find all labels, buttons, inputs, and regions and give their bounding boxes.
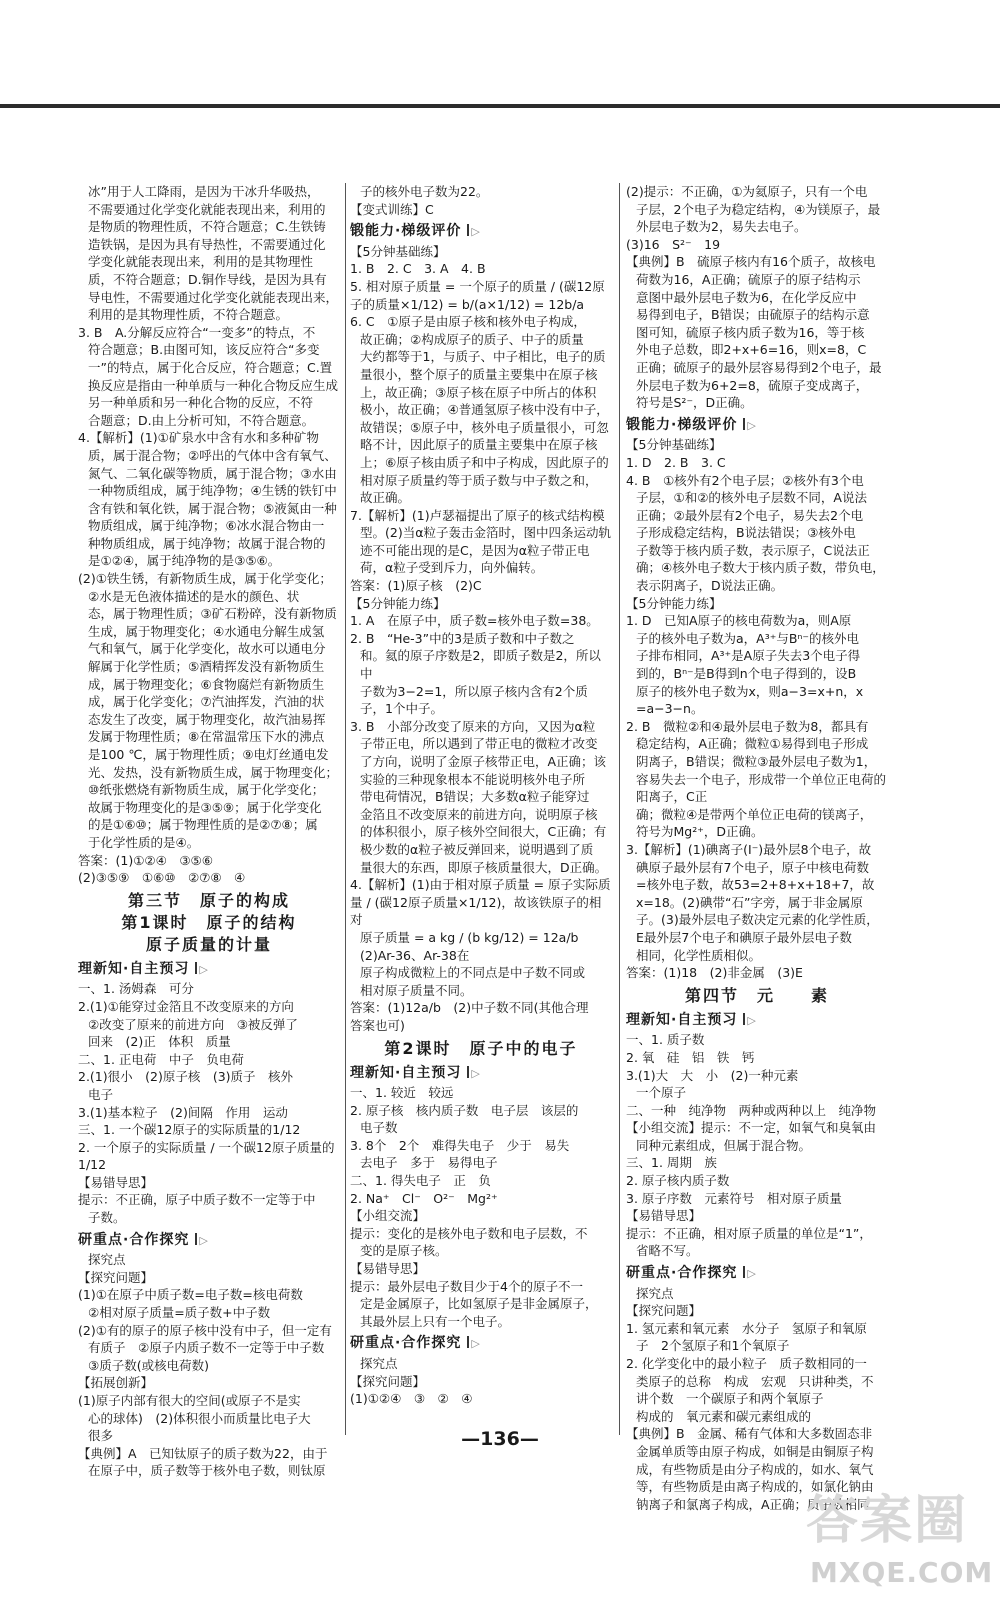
text-line: 【5分钟能力练】 [350,595,446,611]
text-line: 符号是S²⁻，D正确。 [636,395,753,411]
text-line: ③质子数(或核电荷数) [88,1357,209,1373]
text-line: 正确；硫原子的最外层容易得到2个电子，最 [636,359,882,375]
text-line: 6. C ①原子是由原子核和核外电子构成， [350,314,586,330]
section-header: 研重点·合作探究 ▷ [626,1265,757,1282]
text-line: (1)①在原子中质子数=电子数=核电荷数 [78,1287,303,1303]
text-line: 态，属于物理性质；③矿石粉碎，没有新物质 [88,606,337,622]
text-line: 去电子 多于 易得电子 [360,1155,498,1171]
text-line: 【变式训练】C [350,201,434,217]
text-line: 换反应是指由一种单质与一种化合物反应生成 [88,377,339,393]
text-line: 带电荷情况，B错误；大多数α粒子能穿过 [360,789,590,805]
text-line: 表示阴离子，D说法正确。 [636,578,784,594]
text-line: 合题意；D.由上分析可知，不符合题意。 [88,412,315,428]
text-line: 量很小，整个原子的质量主要集中在原子核 [360,366,598,382]
text-line: 答案：(1)原子核 (2)C [350,578,482,594]
text-line: 成，有些物质是由分子构成的，如水、氧气 [636,1461,874,1477]
text-line: 其最外层上只有一个电子。 [360,1313,511,1329]
text-line: x=18。(2)碘带“石”字旁，属于非金属原 [636,894,863,910]
text-line: ②改变了原来的前进方向 ③被反弹了 [88,1016,298,1032]
text-line: 金箔且不改变原来的前进方向，说明原子核 [360,806,598,822]
text-line: 图可知，硫原子核内质子数为16，等于核 [636,324,865,340]
text-line: 外层电子数为6+2=8，硫原子变成离子， [636,377,869,393]
text-line: 子数。 [88,1210,126,1226]
text-line: 子形成稳定结构，B说法错误；③核外电 [636,525,856,541]
column-right [626,183,888,1512]
text-line: 发属于物理性质；⑧在常温常压下水的沸点 [88,729,325,745]
text-line: 答案：(1)18 (2)非金属 (3)E [626,965,803,981]
text-line: 故正确。 [360,490,411,506]
text-line: 气和氧气，属于化学变化，故水可以通电分 [88,641,326,657]
text-line: 造铁锅，是因为具有导热性，不需要通过化 [88,236,326,252]
text-line: 2. 原子核内质子数 [626,1173,730,1189]
text-line: 故正确；②构成原子的质子、中子的质量 [360,331,584,347]
arrow-icon: ▷ [747,1267,757,1281]
text-line: 2. Na⁺ Cl⁻ O²⁻ Mg²⁺ [350,1190,498,1206]
text-line: 二、一种 纯净物 两种或两种以上 纯净物 [626,1102,877,1118]
watermark-logo [806,1478,994,1590]
text-line: 2.(1)①能穿过金箔且不改变原来的方向 [78,998,294,1014]
text-line: 利用的是其物理性质，不符合题意。 [88,307,289,323]
text-line: 1. B 2. C 3. A 4. B [350,261,486,277]
watermark-site: MXQE.COM [810,1556,994,1589]
divider-bar-icon [743,1013,745,1025]
top-rule [0,104,1000,108]
text-line: 极少数的α粒子被反弹回来，说明遇到了质 [360,841,594,857]
text-line: 定是金属原子，比如氢原子是非金属原子， [360,1296,598,1312]
text-line: 金属单质等由原子构成，如铜是由铜原子构 [636,1443,874,1459]
text-line: 不需要通过化学变化就能表现出来，利用的 [88,201,326,217]
text-line: 探究点 [360,1356,398,1371]
text-line: 等，有些物质是由离子构成的，如氯化钠由 [636,1479,874,1495]
text-line: 提示：最外层电子数目少于4个的原子不一 [350,1278,583,1294]
text-line: 确；微粒④是带两个单位正电荷的镁离子， [636,806,873,822]
text-line: 子。(3)最外层电子数决定元素的化学性质， [636,912,879,928]
divider-bar-icon [467,1066,469,1078]
text-line: 确；④核外电子数大于核内质子数，带负电， [636,560,885,576]
text-line: 3.【解析】(1)碘离子(I⁻)最外层8个电子，故 [626,841,872,857]
text-line: 的体积很小，原子核外空间很大，C正确；有 [360,824,607,840]
text-line: ⑩纸张燃烧有新物质生成，属于化学变化； [88,782,325,798]
text-line: 二、1. 正电荷 中子 负电荷 [78,1051,244,1067]
text-line: 到的，Bⁿ⁻是B得到n个电子得到的，设B [636,666,857,682]
text-line: 2. 一个原子的实际质量 / 一个碳12原子质量的1/12 [78,1139,335,1173]
text-line: 【典例】A 已知钛原子的质子数为22，由于 [78,1445,328,1461]
divider-bar-icon [467,1336,469,1348]
text-line: 解属于化学性质；⑤酒精挥发没有新物质生 [88,659,325,675]
text-line: (2)①铁生锈，有新物质生成，属于化学变化； [78,571,332,587]
text-line: 子带正电，所以遇到了带正电的微粒才改变 [360,736,598,752]
text-line: 一种物质组成，属于纯净物；④生锈的铁钉中 [88,483,337,499]
text-line: 故错误；⑤原子中，核外电子质量很小，可忽 [360,419,609,435]
divider-bar-icon [467,224,469,236]
section-title: 第三节 原子的构成 第1课时 原子的结构 原子质量的计量 [121,890,297,954]
section-header: 锻能力·梯级评价 ▷ [350,223,481,240]
watermark-mark: 答案圈 [806,1490,969,1551]
arrow-icon: ▷ [471,1066,481,1080]
text-line: =核外电子数，故53=2+8+x+18+7，故 [636,877,875,893]
text-line: 大约都等于1，与质子、中子相比，电子的质 [360,349,606,365]
text-line: 类原子的总称 构成 宏观 只讲种类，不 [636,1373,874,1389]
text-line: 迹不可能出现的是C，是因为α粒子带正电 [360,542,590,558]
text-line: 3. B A.分解反应符合“一变多”的特点，不 [78,324,316,340]
text-line: 4.【解析】(1)①矿泉水中含有水和多种矿物 [78,430,319,446]
text-line: 4. B ①核外有2个电子层；②核外有3个电 [626,472,864,488]
text-line: 答案：(1)12a/b (2)中子数不同(其他合理 [350,1000,589,1016]
text-line: 种物质组成，属于纯净物；故属于混合物的 [88,535,326,551]
text-line: 相同，化学性质相似。 [636,947,762,963]
text-line: 7.【解析】(1)卢瑟福提出了原子的核式结构模 [350,507,605,523]
section-header: 理新知·自主预习 ▷ [78,960,209,977]
section-title: 第四节 元 素 [684,985,829,1005]
text-line: 荷，α粒子受到斥力，向外偏转。 [360,560,544,576]
text-line: 的是①⑥⑩；属于物理性质的是②⑦⑧；属 [88,817,318,833]
text-line: 意图中最外层电子数为6，在化学反应中 [636,289,857,305]
section-title: 第2课时 原子中的电子 [384,1038,578,1058]
text-line: 略不计，因此原子的质量主要集中在原子核 [360,437,598,453]
text-line: 3. B 小部分改变了原来的方向，又因为α粒 [350,718,596,734]
text-line: 2.(1)很小 (2)原子核 (3)质子 核外 [78,1069,294,1085]
text-line: 上；⑥原子核由质子和中子构成，因此原子的 [360,454,609,470]
text-line: 【5分钟能力练】 [626,595,722,611]
text-line: 成，属于物理变化；⑥食物腐烂有新物质生 [88,676,325,692]
text-line: 【易错导思】 [350,1261,426,1277]
text-line: 子层，①和②的核外电子层数不同，A说法 [636,490,867,506]
text-line: 省略不写。 [636,1243,699,1259]
text-line: 荷数为16，A正确；硫原子的原子结构示 [636,271,861,287]
text-line: 氮气、二氧化碳等物质，属于混合物；③水由 [88,465,337,481]
text-line: 心的球体) (2)体积很小而质量比电子大 [88,1410,311,1426]
section-header: 锻能力·梯级评价 ▷ [626,416,757,433]
arrow-icon: ▷ [747,418,757,432]
text-line: 子数等于核内质子数，表示原子，C说法正 [636,542,870,558]
text-line: 一、1. 质子数 [626,1032,705,1048]
text-line: 容易失去一个电子，形成带一个单位正电荷的阳离子，C正 [636,771,887,805]
text-line: 3.(1)基本粒子 (2)间隔 作用 运动 [78,1104,288,1120]
text-line: 一、1. 汤姆森 可分 [78,981,194,997]
text-line: 一个原子 [636,1085,687,1101]
text-line: 质，属于混合物；②呼出的气体中含有氧气、 [88,447,337,463]
text-line: 钠离子和氯离子构成，A正确；质子数相同 [636,1496,870,1512]
answer-block [350,1065,612,1408]
section-header: 理新知·自主预习 ▷ [626,1011,757,1028]
text-line: 成，属于化学变化；⑦汽油挥发，汽油的状 [88,694,325,710]
text-line: 含有铁和氧化铁，属于混合物；⑤液氮由一种 [88,500,337,516]
text-line: 生成，属于物理变化；④水通电分解生成氢 [88,623,325,639]
text-line: 讲个数 一个碳原子和两个氧原子 [636,1391,824,1407]
text-line: 回来 (2)正 体积 质量 [88,1034,231,1050]
text-line: E最外层7个电子和碘原子最外层电子数 [636,929,852,945]
text-line: 另一种单质和另一种化合物的反应，不符 [88,395,314,411]
text-line: 子 2个氢原子和1个氧原子 [636,1338,790,1354]
text-line: 是物质的物理性质，不符合题意；C.生铁铸 [88,219,326,235]
text-line: 物质组成，属于纯净物；⑥冰水混合物由一 [88,518,325,534]
text-line: 【探究问题】 [78,1269,154,1285]
text-line: 三、1. 周期 族 [626,1155,717,1171]
text-line: 【小组交流】 [350,1208,426,1224]
text-line: 三、1. 一个碳12原子的实际质量的1/12 [78,1122,301,1138]
text-line: 一、1. 较近 较远 [350,1085,454,1101]
text-line: 极小，故正确；④普通氢原子核中没有中子， [360,402,609,418]
text-line: ②水是无色液体描述的是水的颜色、状 [88,588,300,604]
text-line: 【易错导思】 [78,1174,154,1190]
text-line: 外电子总数，即2+x+6=16，则x=8，C [636,342,867,358]
column-divider [619,183,620,1435]
text-line: 了方向，说明了金原子核带正电，A正确；该 [360,754,607,769]
arrow-icon: ▷ [747,1013,757,1027]
text-line: 【5分钟基础练】 [350,243,446,259]
section-header: 研重点·合作探究 ▷ [78,1231,209,1248]
text-line: (2)提示：不正确，①为氦原子，只有一个电 [626,184,868,199]
arrow-icon: ▷ [199,962,209,976]
divider-bar-icon [743,1266,745,1278]
text-line: 符号为Mg²⁺，D正确。 [636,824,764,840]
text-line: 【典例】B 硫原子核内有16个质子，故核电 [626,254,876,270]
text-line: 【易错导思】 [626,1208,702,1224]
text-line: 是①②④，属于纯净物的是③⑤⑥。 [88,553,281,569]
text-line: (3)16 S²⁻ 19 [626,236,721,252]
text-line: 型。(2)当α粒子轰击金箔时，图中四条运动轨 [360,525,611,541]
text-line: 原子构成微粒上的不同点是中子数不同或 [360,965,586,981]
text-line: 2. 原子核 核内质子数 电子层 该层的 [350,1102,579,1118]
answer-block [350,183,612,1035]
text-line: 量很大的东西，即原子核质量很大，D正确。 [360,859,608,875]
section-header: 理新知·自主预习 ▷ [350,1064,481,1081]
text-line: 稳定结构，A正确；微粒①易得到电子形成 [636,736,869,752]
text-line: 提示：变化的是核外电子数和电子层数，不 [350,1225,588,1241]
text-line: 有质子 ②原子内质子数不一定等于中子数 [88,1340,325,1356]
text-line: 探究点 [636,1285,674,1301]
text-line: 光、发热，没有新物质生成，属于物理变化； [88,764,339,780]
text-line: 3.(1)大 大 小 (2)一种元素 [626,1067,799,1083]
page-number: —136— [461,1428,539,1450]
text-line: 上，故正确；③原子核在原子中所占的体积 [360,384,597,400]
text-line: 子的核外电子数为22。 [360,184,489,199]
text-line: 子排布相同，A³⁺是A原子失去3个电子得 [636,648,861,664]
arrow-icon: ▷ [471,1337,481,1351]
text-line: 于化学性质的是④。 [88,834,200,850]
text-line: 2. 化学变化中的最小粒子 质子数相同的一 [626,1356,867,1371]
text-line: 【探究问题】 [350,1373,426,1389]
text-line: 1. D 已知A原子的核电荷数为a，则A原 [626,613,852,629]
text-line: 【5分钟基础练】 [626,437,722,453]
text-line: 提示：不正确，原子中质子数不一定等于中 [78,1192,316,1208]
answer-block [626,183,888,982]
divider-bar-icon [195,962,197,974]
text-line: (1)①②④ ③ ② ④ [350,1391,473,1407]
text-line: 构成的 氧元素和碳元素组成的 [636,1408,812,1424]
text-line: 正确；②最外层有2个电子，易失去2个电 [636,507,864,523]
text-line: 外层电子数为2，易失去电子。 [636,219,807,235]
text-line: 相对原子质量约等于质子数与中子数之和， [360,472,598,488]
text-line: 学变化就能表现出来，利用的是其物理性 [88,254,314,270]
text-line: (2)①有的原子的原子核中没有中子，但一定有 [78,1322,332,1338]
text-line: 很多 [88,1428,114,1444]
text-line: 实验的三种现象根本不能说明核外电子所 [360,771,586,787]
text-line: 相对原子质量不同。 [360,982,473,998]
text-line: 质，不符合题意；D.铜作导线，是因为具有 [88,271,327,287]
column-left [78,183,340,1479]
text-line: 提示：不正确，相对原子质量的单位是“1”， [626,1225,872,1241]
text-line: (2)③⑤⑨ ①⑥⑩ ②⑦⑧ ④ [78,870,246,886]
column-middle [350,183,612,1450]
text-line: 2. B “He-3”中的3是质子数和中子数之 [350,630,575,646]
text-line: 冰”用于人工降雨，是因为干冰升华吸热， [88,184,320,199]
text-line: 原子的核外电子数为x，则a−3=x+n，x [636,683,864,699]
text-line: 和。氦的原子序数是2，即质子数是2，所以中 [360,648,601,682]
text-line: 在原子中，质子数等于核外电子数，则钛原 [88,1463,326,1479]
text-line: 子的核外电子数为a，A³⁺与Bⁿ⁻的核外电 [636,630,859,646]
text-line: 符合题意；B.由图可知，该反应符合“多变 [88,342,320,358]
text-line: 子数为3−2=1，所以原子核内含有2个质 [360,683,588,699]
answer-block [78,961,340,1480]
answer-block [78,183,340,887]
text-line: 【拓展创新】 [78,1375,154,1391]
text-line: 二、1. 得失电子 正 负 [350,1173,491,1189]
text-line: 答案：(1)①②④ ③⑤⑥ [78,852,213,868]
column-divider [345,183,346,1435]
arrow-icon: ▷ [471,225,481,239]
text-line: 故属于物理变化的是③⑤⑨；属于化学变化 [88,799,322,815]
text-line: 碘原子最外层有7个电子，原子中核电荷数 [636,859,869,875]
text-line: 电子数 [360,1120,398,1136]
text-line: 易得到电子，B错误；由硫原子的结构示意 [636,307,870,323]
text-line: 2. 氧 硅 铝 铁 钙 [626,1049,755,1065]
arrow-icon: ▷ [199,1233,209,1247]
text-line: 1. D 2. B 3. C [626,454,726,470]
text-line: 【探究问题】 [626,1303,702,1319]
text-line: ②相对原子质量=质子数+中子数 [88,1305,271,1321]
text-line: 电子 [88,1086,114,1102]
text-line: (1)原子内部有很大的空间(或原子不是实 [78,1393,301,1408]
text-line: 导电性，不需要通过化学变化就能表现出来， [88,289,339,305]
text-line: 【小组交流】提示：不一定，如氧气和臭氧由 [626,1120,877,1136]
text-line: 子，1个中子。 [360,701,443,717]
text-line: 2. B 微粒②和④最外层电子数为8，都具有 [626,718,869,734]
text-line: 答案也可) [350,1017,405,1033]
divider-bar-icon [195,1233,197,1245]
text-line: 阴离子，B错误；微粒③最外层电子数为1， [636,754,877,769]
text-line: 态发生了改变，属于物理变化，故汽油易挥 [88,711,326,727]
text-line: 探究点 [88,1252,126,1268]
text-line: 是100 ℃，属于物理性质；⑨电灯丝通电发 [88,747,329,762]
text-line: 原子质量 = a kg / (b kg/12) = 12a/b (2)Ar-36、Ar-38在 [360,929,591,963]
text-line: 4.【解析】(1)由于相对原子质量 = 原子实际质量 / (碳12原子质量×1/12)，故该铁原子的相对 [350,877,611,928]
text-line: 3. 原子序数 元素符号 相对原子质量 [626,1190,842,1206]
section-header: 研重点·合作探究 ▷ [350,1335,481,1352]
text-line: 1. 氢元素和氧元素 水分子 氢原子和氧原 [626,1320,867,1336]
text-line: 1. A 在原子中，质子数=核外电子数=38。 [350,613,599,629]
divider-bar-icon [743,418,745,430]
text-line: 变的是原子核。 [360,1243,448,1259]
text-line: =a−3−n。 [636,701,704,717]
text-line: 同种元素组成，但属于混合物。 [636,1137,812,1153]
text-line: 一”的特点，属于化合反应，符合题意；C.置 [88,359,333,375]
text-line: 5. 相对原子质量 = 一个原子的质量 / (碳12原子的质量×1/12) = b/(a×1/12) = 12b/a [350,278,605,312]
text-line: 子层，2个电子为稳定结构，④为镁原子，最 [636,201,881,217]
text-line: 【典例】B 金属、稀有气体和大多数固态非 [626,1426,873,1442]
text-line: 3. 8个 2个 难得失电子 少于 易失 [350,1137,570,1153]
